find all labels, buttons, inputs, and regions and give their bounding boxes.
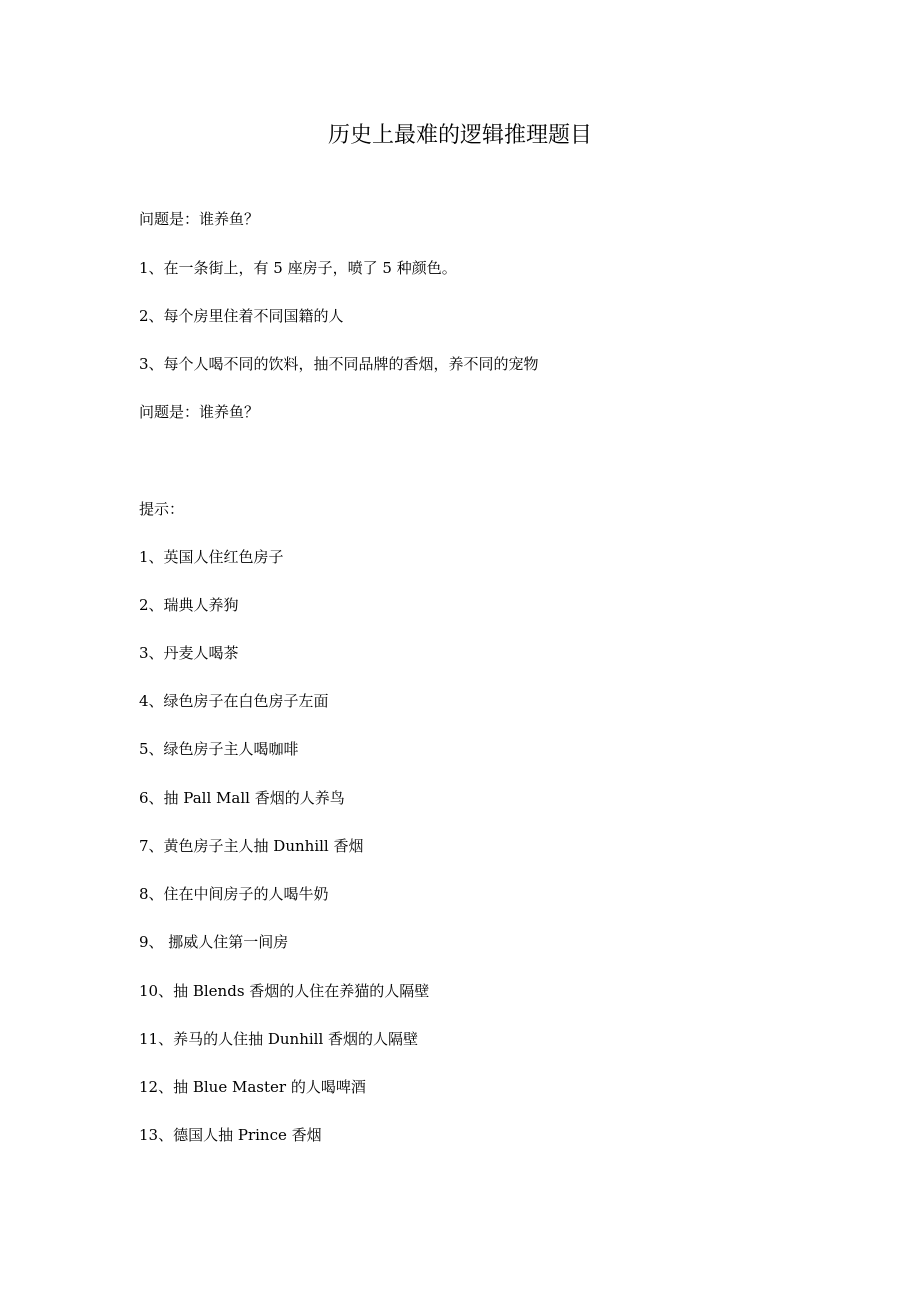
hint-item: 10、抽 Blends 香烟的人住在养猫的人隔壁	[139, 982, 430, 1000]
document-title: 历史上最难的逻辑推理题目	[327, 123, 592, 148]
hint-item: 1、英国人住红色房子	[139, 548, 284, 566]
hint-item: 12、抽 Blue Master 的人喝啤酒	[139, 1078, 366, 1096]
hint-item: 3、丹麦人喝茶	[139, 644, 239, 662]
intro-item: 3、每个人喝不同的饮料，抽不同品牌的香烟，养不同的宠物	[139, 355, 539, 373]
intro-item: 1、在一条街上，有 5 座房子，喷了 5 种颜色。	[139, 259, 457, 277]
hint-item: 11、养马的人住抽 Dunhill 香烟的人隔壁	[139, 1030, 419, 1048]
hint-item: 2、瑞典人养狗	[139, 596, 239, 614]
intro-question-top: 问题是：谁养鱼？	[139, 210, 260, 228]
hint-item: 9、 挪威人住第一间房	[139, 933, 289, 951]
hint-item: 5、绿色房子主人喝咖啡	[139, 740, 299, 758]
hint-item: 13、德国人抽 Prince 香烟	[139, 1126, 322, 1144]
hints-heading: 提示：	[139, 500, 185, 518]
hint-item: 7、黄色房子主人抽 Dunhill 香烟	[139, 837, 364, 855]
hint-item: 8、住在中间房子的人喝牛奶	[139, 885, 329, 903]
intro-question-bottom: 问题是：谁养鱼？	[139, 403, 260, 421]
hint-item: 4、绿色房子在白色房子左面	[139, 692, 329, 710]
hint-item: 6、抽 Pall Mall 香烟的人养鸟	[139, 789, 345, 807]
intro-item: 2、每个房里住着不同国籍的人	[139, 307, 344, 325]
